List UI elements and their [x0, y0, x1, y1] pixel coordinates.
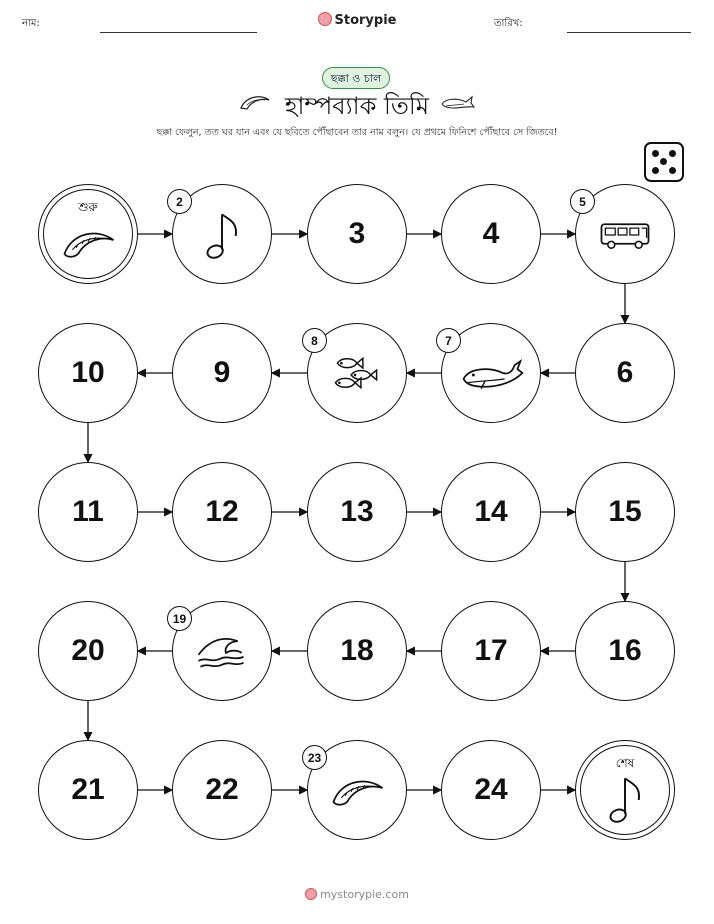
board-cell-13: [307, 462, 407, 562]
cell-badge: 2: [167, 189, 192, 214]
cell-number: 18: [340, 634, 374, 667]
board-cell-1: [38, 184, 138, 284]
board-cell-20: [38, 601, 138, 701]
board-cell-14: [441, 462, 541, 562]
board-cell-10: [38, 323, 138, 423]
cell-badge: 23: [302, 745, 327, 770]
board-cell-22: [172, 740, 272, 840]
storypie-footer-logo-icon: [305, 888, 317, 900]
cell-number: 3: [348, 217, 366, 250]
cell-number: 13: [340, 495, 374, 528]
board-cell-15: [575, 462, 675, 562]
cell-number: 20: [71, 634, 105, 667]
date-label: তারিখ:: [494, 18, 523, 29]
game-tag: ছক্কা ও চাল: [322, 67, 390, 89]
cell-badge: 19: [167, 606, 192, 631]
cell-number: 11: [72, 495, 104, 528]
board-cell-6: [575, 323, 675, 423]
board-cell-8: [307, 323, 407, 423]
cell-number: 15: [608, 495, 642, 528]
board-cell-2: [172, 184, 272, 284]
cell-number: 14: [474, 495, 508, 528]
cell-badge: 7: [436, 328, 461, 353]
instructions: ছক্কা ফেলুন, তত ঘর যান এবং যে ছবিতে পৌঁছাবেন তার নাম বলুন। যে প্রথমে ফিনিশে পৌঁছাবে সে জিতবে!: [156, 127, 558, 138]
board-cell-12: [172, 462, 272, 562]
board-cell-18: [307, 601, 407, 701]
board-cell-16: [575, 601, 675, 701]
board-cell-11: [38, 462, 138, 562]
cell-number: 9: [213, 356, 231, 389]
cell-number: 24: [474, 773, 508, 806]
cell-badge: 8: [302, 328, 327, 353]
board-cell-9: [172, 323, 272, 423]
cell-badge: 5: [570, 189, 595, 214]
board-cell-21: [38, 740, 138, 840]
board-cell-3: [307, 184, 407, 284]
board-cell-19: [172, 601, 272, 701]
end-label: শেষ: [615, 756, 635, 770]
music-note-icon: [576, 749, 674, 847]
cell-number: 22: [205, 773, 239, 806]
page-title: হাম্পব্যাক তিমি: [284, 92, 430, 120]
cell-number: 17: [474, 634, 508, 667]
board-cell-4: [441, 184, 541, 284]
cell-number: 4: [482, 217, 500, 250]
board-cell-23: [307, 740, 407, 840]
name-label: নাম:: [22, 18, 40, 29]
board-cell-17: [441, 601, 541, 701]
footer: [0, 888, 714, 901]
cell-number: 6: [616, 356, 634, 389]
cell-number: 10: [71, 356, 105, 389]
cell-number: 12: [205, 495, 239, 528]
board-cell-24: [441, 740, 541, 840]
board-cell-7: [441, 323, 541, 423]
board-cell-5: [575, 184, 675, 284]
board-cell-25: [575, 740, 675, 840]
footer-site: mystorypie.com: [320, 888, 409, 901]
cell-number: 21: [71, 773, 105, 806]
brand-name: Storypie: [334, 13, 397, 28]
start-label: শুরু: [78, 200, 98, 214]
cell-number: 16: [608, 634, 642, 667]
krill-icon: [39, 193, 137, 291]
